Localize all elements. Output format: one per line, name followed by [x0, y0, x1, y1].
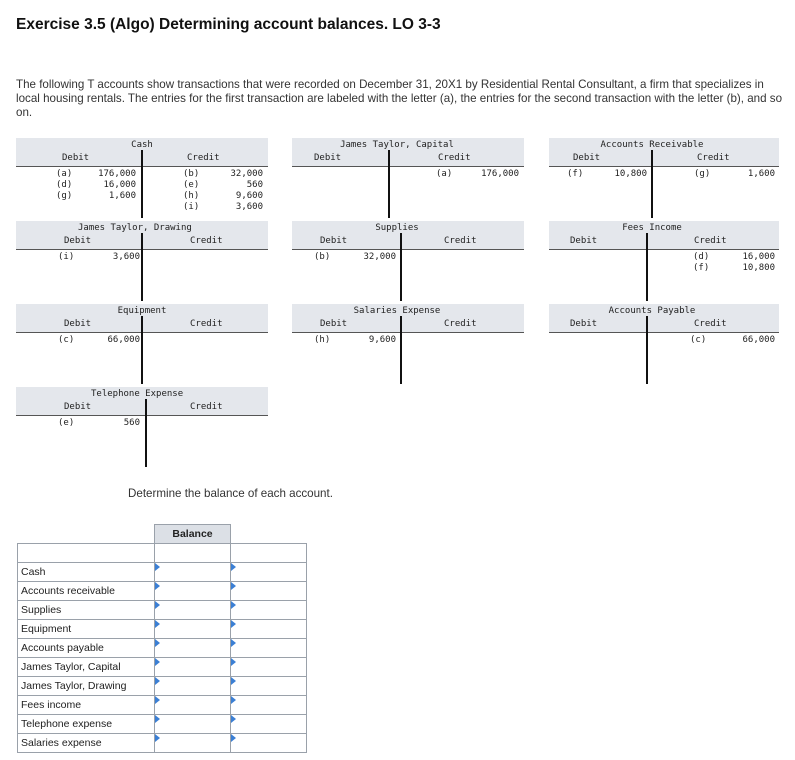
input-marker-icon: [231, 582, 236, 590]
entry-amount: 176,000: [481, 169, 519, 179]
balance-side-field[interactable]: [155, 602, 230, 620]
balance-side-dropdown[interactable]: [155, 639, 231, 658]
balance-row: [18, 563, 307, 582]
debit-amounts: [80, 169, 136, 202]
balance-side-dropdown[interactable]: [155, 696, 231, 715]
balance-row: [18, 696, 307, 715]
balance-side-dropdown[interactable]: [155, 734, 231, 753]
credit-refs: [183, 169, 199, 213]
entry-ref: (g): [56, 191, 73, 201]
debit-label: Debit: [570, 319, 598, 329]
balance-amount-field[interactable]: [231, 697, 306, 715]
input-marker-icon: [155, 734, 160, 742]
entry-amount: 560: [246, 180, 263, 190]
credit-label: Credit: [438, 153, 471, 163]
credit-label: Credit: [694, 319, 727, 329]
debit-label: Debit: [320, 319, 348, 329]
input-marker-icon: [155, 677, 160, 685]
credit-refs: [693, 252, 709, 274]
account-name: Equipment: [18, 620, 155, 639]
input-marker-icon: [155, 620, 160, 628]
account-name: Accounts receivable: [18, 582, 155, 601]
input-marker-icon: [155, 658, 160, 666]
entry-amount: 16,000: [742, 252, 775, 262]
entry-amount: 3,600: [112, 252, 140, 262]
debit-label: Debit: [64, 236, 92, 246]
balance-table-header-row: [18, 525, 307, 544]
input-marker-icon: [231, 620, 236, 628]
balance-side-field[interactable]: [155, 697, 230, 715]
entry-ref: (f): [693, 263, 710, 273]
debit-refs: [58, 418, 74, 429]
intro-text: The following T accounts show transactions that were recorded on December 31, 20X1 by Residential Rental Consultant, a firm that specializes in local housing rentals. The entries for the first transaction are labeled with the letter (a), the entries for the second transaction with the letter (b), and so on.: [16, 78, 783, 119]
t-account-title: Accounts Payable: [608, 306, 696, 316]
balance-amount-field[interactable]: [231, 716, 306, 734]
entry-ref: (c): [58, 335, 75, 345]
debit-amounts: [80, 335, 140, 346]
credit-refs: [436, 169, 452, 180]
entry-ref: (b): [183, 169, 200, 179]
balance-amount-field[interactable]: [231, 640, 306, 658]
debit-amounts: [595, 169, 647, 180]
entry-amount: 3,600: [235, 202, 263, 212]
entry-ref: (a): [436, 169, 453, 179]
balance-amount-field[interactable]: [231, 621, 306, 639]
credit-refs: [690, 335, 706, 346]
balance-side-dropdown[interactable]: [155, 715, 231, 734]
account-name: James Taylor, Capital: [18, 658, 155, 677]
balance-amount-input[interactable]: [231, 601, 307, 620]
debit-label: Debit: [64, 402, 92, 412]
input-marker-icon: [231, 696, 236, 704]
credit-label: Credit: [190, 402, 223, 412]
entry-ref: (f): [567, 169, 584, 179]
t-account-title: James Taylor, Capital: [340, 140, 454, 150]
entry-ref: (e): [183, 180, 200, 190]
balance-amount-input[interactable]: [231, 658, 307, 677]
entry-amount: 32,000: [363, 252, 396, 262]
balance-side-field[interactable]: [155, 678, 230, 696]
input-marker-icon: [231, 601, 236, 609]
balance-amount-input[interactable]: [231, 639, 307, 658]
balance-side-dropdown[interactable]: [155, 677, 231, 696]
t-account-title: Accounts Receivable: [600, 140, 704, 150]
balance-table-spacer-row: [18, 544, 307, 563]
input-marker-icon: [155, 563, 160, 571]
debit-refs: [58, 335, 74, 346]
balance-amount-field[interactable]: [231, 564, 306, 582]
input-marker-icon: [231, 563, 236, 571]
entry-ref: (c): [690, 335, 707, 345]
debit-label: Debit: [62, 153, 90, 163]
balance-column-header: Balance: [155, 525, 231, 544]
debit-refs: [314, 335, 330, 346]
account-name: Fees income: [18, 696, 155, 715]
entry-ref: (i): [58, 252, 75, 262]
entry-ref: (d): [693, 252, 710, 262]
t-account-title: Supplies: [375, 223, 419, 233]
entry-amount: 560: [123, 418, 140, 428]
balance-side-dropdown[interactable]: [155, 620, 231, 639]
credit-amounts: [720, 169, 775, 180]
input-marker-icon: [231, 715, 236, 723]
entry-amount: 66,000: [107, 335, 140, 345]
entry-amount: 16,000: [103, 180, 136, 190]
credit-refs: [694, 169, 710, 180]
balance-side-field[interactable]: [155, 621, 230, 639]
account-name: Supplies: [18, 601, 155, 620]
credit-amounts: [718, 252, 775, 274]
balance-side-dropdown[interactable]: [155, 658, 231, 677]
entry-amount: 1,600: [108, 191, 136, 201]
balance-amount-field[interactable]: [231, 602, 306, 620]
balance-side-field[interactable]: [155, 640, 230, 658]
entry-amount: 176,000: [98, 169, 136, 179]
input-marker-icon: [155, 639, 160, 647]
balance-side-field[interactable]: [155, 716, 230, 734]
entry-amount: 1,600: [747, 169, 775, 179]
entry-ref: (d): [56, 180, 73, 190]
balance-side-dropdown[interactable]: [155, 563, 231, 582]
debit-label: Debit: [320, 236, 348, 246]
debit-refs: [314, 252, 330, 263]
input-marker-icon: [155, 601, 160, 609]
debit-amounts: [340, 335, 396, 346]
debit-refs: [58, 252, 74, 263]
balance-side-field[interactable]: [155, 659, 230, 677]
input-marker-icon: [231, 677, 236, 685]
account-name: Telephone expense: [18, 715, 155, 734]
input-marker-icon: [155, 582, 160, 590]
balance-side-field[interactable]: [155, 583, 230, 601]
input-marker-icon: [231, 734, 236, 742]
account-name: Accounts payable: [18, 639, 155, 658]
balance-row: [18, 639, 307, 658]
credit-label: Credit: [187, 153, 220, 163]
t-account-title: James Taylor, Drawing: [78, 223, 192, 233]
t-account-title: Cash: [131, 140, 153, 150]
input-marker-icon: [231, 639, 236, 647]
debit-label: Debit: [570, 236, 598, 246]
t-account-title: Salaries Expense: [353, 306, 441, 316]
balance-amount-input[interactable]: [231, 620, 307, 639]
balance-amount-input[interactable]: [231, 582, 307, 601]
balance-side-dropdown[interactable]: [155, 582, 231, 601]
balance-amount-field[interactable]: [231, 583, 306, 601]
balance-amount-field[interactable]: [231, 678, 306, 696]
entry-amount: 10,800: [614, 169, 647, 179]
balance-table: [17, 524, 307, 753]
credit-label: Credit: [444, 236, 477, 246]
entry-amount: 32,000: [230, 169, 263, 179]
credit-label: Credit: [444, 319, 477, 329]
account-name: Cash: [18, 563, 155, 582]
debit-amounts: [340, 252, 396, 263]
debit-refs: [567, 169, 583, 180]
debit-label: Debit: [573, 153, 601, 163]
balance-row: [18, 734, 307, 753]
t-account-title: Telephone Expense: [91, 389, 184, 399]
debit-label: Debit: [314, 153, 342, 163]
account-name: Salaries expense: [18, 734, 155, 753]
page-title: Exercise 3.5 (Algo) Determining account balances. LO 3-3: [16, 16, 441, 33]
entry-ref: (i): [183, 202, 200, 212]
balance-row: [18, 601, 307, 620]
input-marker-icon: [155, 715, 160, 723]
t-account-title: Fees Income: [622, 223, 682, 233]
debit-amounts: [80, 252, 140, 263]
credit-amounts: [210, 169, 263, 213]
entry-ref: (h): [314, 335, 331, 345]
entry-amount: 9,600: [235, 191, 263, 201]
entry-ref: (b): [314, 252, 331, 262]
entry-ref: (g): [694, 169, 711, 179]
balance-amount-input[interactable]: [231, 696, 307, 715]
balance-amount-input[interactable]: [231, 715, 307, 734]
debit-amounts: [90, 418, 140, 429]
credit-label: Credit: [190, 319, 223, 329]
entry-ref: (e): [58, 418, 75, 428]
credit-label: Credit: [190, 236, 223, 246]
input-marker-icon: [155, 696, 160, 704]
balance-amount-field[interactable]: [231, 659, 306, 677]
instruction-text: Determine the balance of each account.: [128, 487, 333, 500]
balance-row: [18, 620, 307, 639]
balance-row: [18, 582, 307, 601]
account-name: James Taylor, Drawing: [18, 677, 155, 696]
balance-amount-input[interactable]: [231, 563, 307, 582]
balance-side-dropdown[interactable]: [155, 601, 231, 620]
credit-amounts: [718, 335, 775, 346]
balance-amount-input[interactable]: [231, 677, 307, 696]
entry-amount: 66,000: [742, 335, 775, 345]
debit-refs: [56, 169, 72, 202]
balance-side-field[interactable]: [155, 564, 230, 582]
entry-ref: (h): [183, 191, 200, 201]
entry-ref: (a): [56, 169, 73, 179]
balance-row: [18, 715, 307, 734]
balance-amount-input[interactable]: [231, 734, 307, 753]
credit-amounts: [460, 169, 519, 180]
credit-label: Credit: [694, 236, 727, 246]
balance-row: [18, 658, 307, 677]
balance-amount-field[interactable]: [231, 735, 306, 753]
debit-label: Debit: [64, 319, 92, 329]
credit-label: Credit: [697, 153, 730, 163]
entry-amount: 9,600: [368, 335, 396, 345]
balance-row: [18, 677, 307, 696]
t-account-title: Equipment: [117, 306, 167, 316]
entry-amount: 10,800: [742, 263, 775, 273]
input-marker-icon: [231, 658, 236, 666]
balance-side-field[interactable]: [155, 735, 230, 753]
